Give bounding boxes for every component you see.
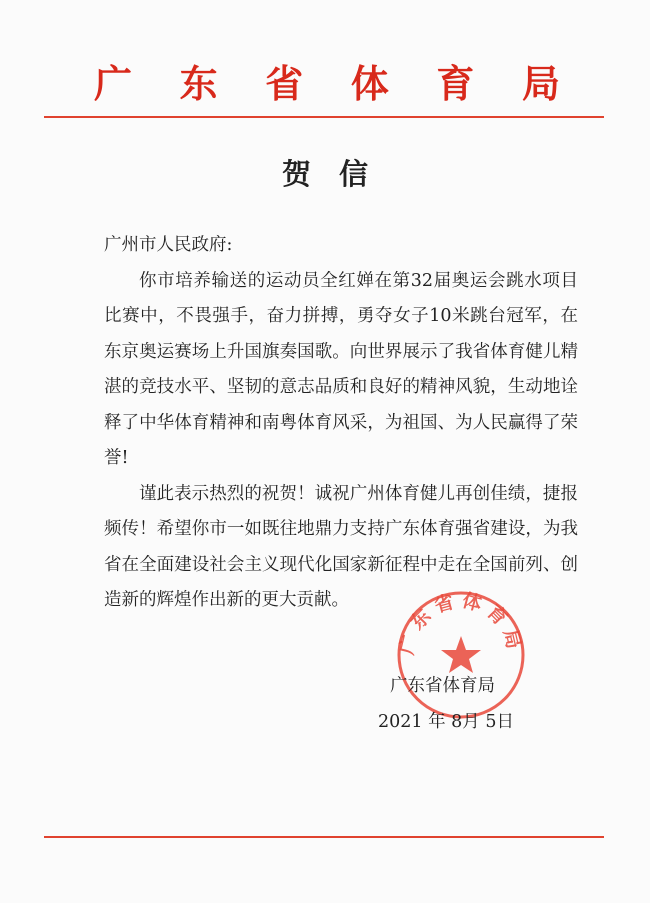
letterhead-char: 体 xyxy=(350,62,389,106)
letter-title: 贺信 xyxy=(281,157,396,191)
letterhead-char: 广 xyxy=(94,62,133,106)
seal-star-icon xyxy=(441,636,481,673)
letterhead-char: 省 xyxy=(265,62,304,106)
letterhead-org-name xyxy=(94,62,560,106)
bottom-red-rule xyxy=(44,836,604,838)
seal-text: 广东省体育局 xyxy=(395,589,527,657)
signature-date: 2021 年 8月 5日 xyxy=(378,712,514,732)
official-seal xyxy=(394,588,528,722)
paragraph-1: 你市培养输送的运动员全红婵在第32届奥运会跳水项目比赛中，不畏强手，奋力拼搏，勇夺女子10米跳台冠军，在东京奥运赛场上升国旗奏国歌。向世界展示了我省体育健儿精湛的竞技水平、坚韧的意志品质和良好的精神风貌，生动地诠释了中华体育精神和南粤体育风采，为祖国、为人民赢得了荣誉! xyxy=(104,270,578,468)
letterhead-char: 育 xyxy=(436,62,475,106)
top-red-rule xyxy=(44,116,604,118)
signature-org: 广东省体育局 xyxy=(390,676,495,696)
letterhead-char: 局 xyxy=(521,62,560,106)
letterhead-char: 东 xyxy=(179,62,218,106)
paragraph-2: 谨此表示热烈的祝贺！诚祝广州体育健儿再创佳绩，捷报频传！希望你市一如既往地鼎力支持广东体育强省建设，为我省在全面建设社会主义现代化国家新征程中走在全国前列、创造新的辉煌作出新的更大贡献。 xyxy=(104,483,578,610)
letter-body xyxy=(104,228,578,619)
salutation: 广州市人民政府: xyxy=(104,235,233,255)
